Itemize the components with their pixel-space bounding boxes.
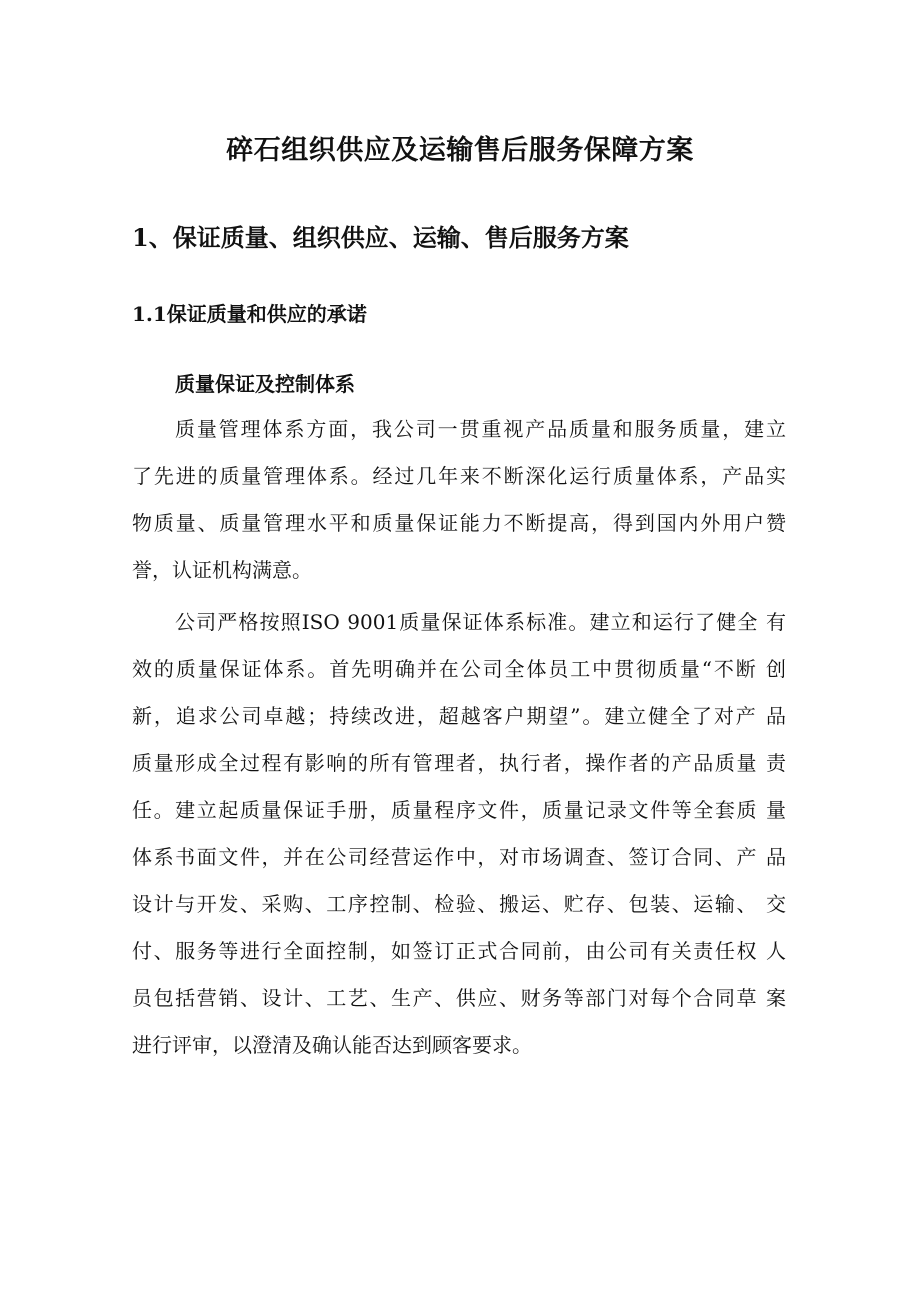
subsubsection-heading: 质量保证及控制体系: [175, 372, 355, 396]
paragraph-line: 员包括营销、设计、工艺、生产、供应、财务等部门对每个合同草 案: [132, 986, 786, 1010]
paragraph-line: 公司严格按照ISO 9001质量保证体系标准。建立和运行了健全 有: [175, 610, 786, 634]
paragraph-line: 质量管理体系方面，我公司一贯重视产品质量和服务质量，建立: [175, 417, 786, 441]
paragraph-line: 付、服务等进行全面控制，如签订正式合同前，由公司有关责任权 人: [132, 939, 786, 963]
section-heading: 1、保证质量、组织供应、运输、售后服务方案: [132, 223, 629, 252]
paragraph-line: 誉，认证机构满意。: [132, 558, 312, 582]
document-title: 碎石组织供应及运输售后服务保障方案: [226, 135, 694, 166]
subsection-heading: 1.1保证质量和供应的承诺: [132, 302, 367, 326]
paragraph-line: 物质量、质量管理水平和质量保证能力不断提高，得到国内外用户赞: [132, 511, 786, 535]
paragraph-line: 新，追求公司卓越；持续改进，超越客户期望”。建立健全了对产 品: [132, 704, 786, 728]
paragraph-line: 质量形成全过程有影响的所有管理者，执行者，操作者的产品质量 责: [132, 751, 786, 775]
paragraph-line: 体系书面文件，并在公司经营运作中，对市场调查、签订合同、产 品: [132, 845, 786, 869]
paragraph-line: 任。建立起质量保证手册，质量程序文件，质量记录文件等全套质 量: [132, 798, 786, 822]
paragraph-line: 效的质量保证体系。首先明确并在公司全体员工中贯彻质量“不断 创: [132, 657, 786, 681]
paragraph-quality-system: [132, 406, 786, 594]
paragraph-iso-standard: [132, 599, 786, 1069]
paragraph-line: 进行评审，以澄清及确认能否达到顾客要求。: [132, 1033, 532, 1057]
paragraph-line: 了先进的质量管理体系。经过几年来不断深化运行质量体系，产品实: [132, 464, 786, 488]
paragraph-line: 设计与开发、采购、工序控制、检验、搬运、贮存、包装、运输、 交: [132, 892, 786, 916]
